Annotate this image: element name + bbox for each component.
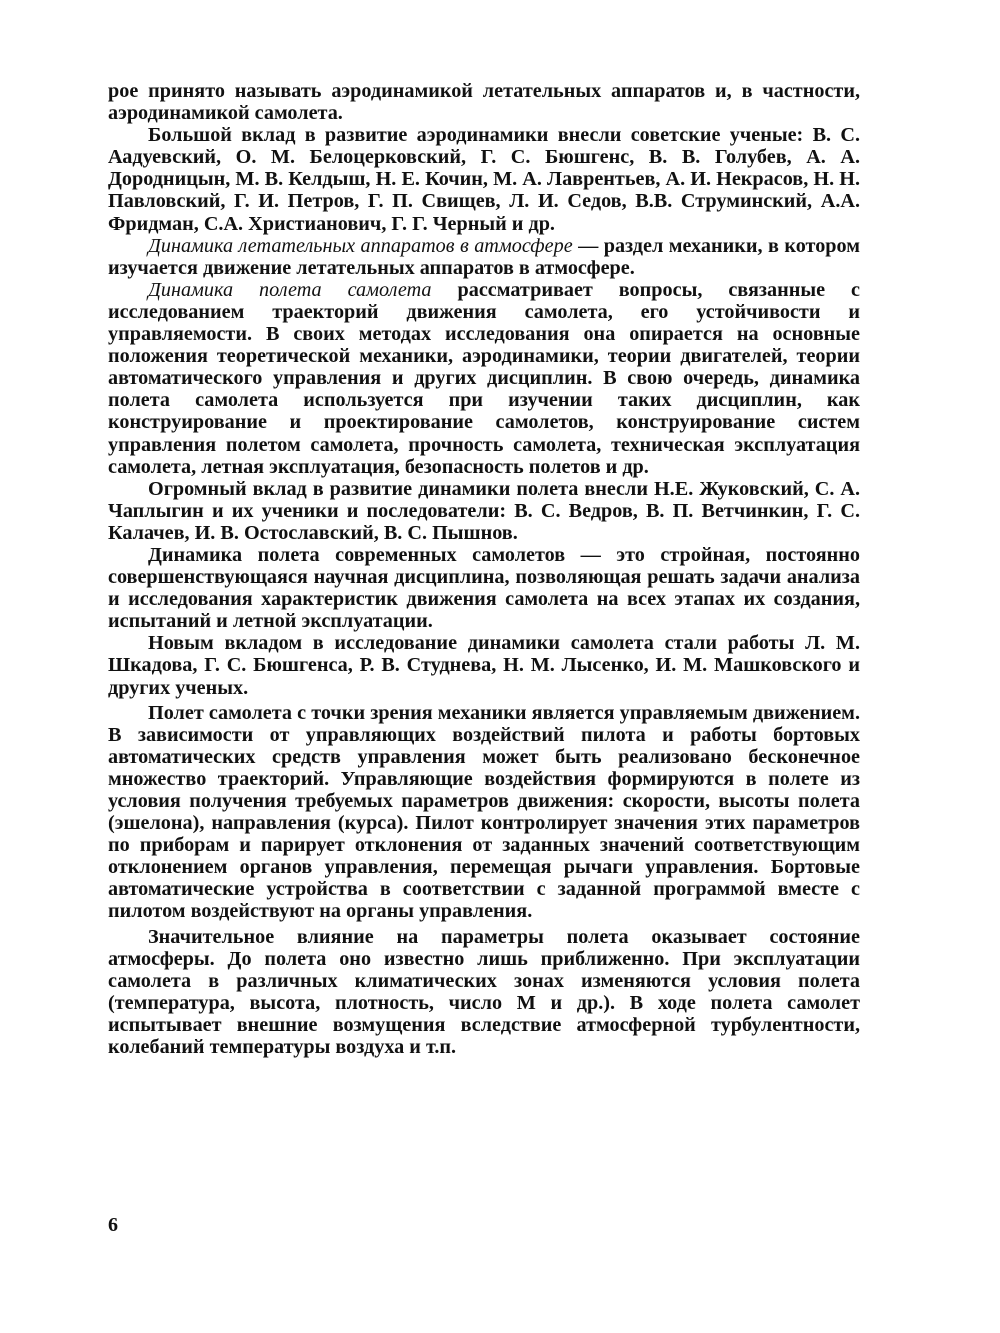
paragraph-atmosphere-influence: Значительное влияние на параметры полета оказывает состояние атмосферы. До полета оно известно лишь приближенно. При эксплуатации самолета в различных климатических зонах изменяются условия полета (температура, высота, плотность, число М и др.). В ходе полета самолет испытывает внешние возмущения вследствие атмосферной турбулентности, колебаний температуры воздуха и т.п.	[108, 925, 860, 1059]
term-flight-dynamics: Динамика полета самолета	[148, 278, 432, 301]
paragraph-modern-discipline: Динамика полета современных самолетов — это стройная, постоянно совершенствующаяся научная дисциплина, позволяющая решать задачи анализа и исследования характеристик движения самолета на всех этапах их создания, испытаний и летной эксплуатации.	[108, 543, 860, 633]
definition-flight-dynamics: рассматривает вопросы, связанные с исследованием траекторий движения самолета, его устойчивости и управляемости. В своих методах исследования она опирается на основные положения теоретической механики, аэродинамики, теории двигателей, теории автоматического управления и других дисциплин. В свою очередь, динамика полета самолета используется при изучении таких дисциплин, как конструирование и проектирование самолетов, конструирование систем управления полетом самолета, прочность самолета, техническая эксплуатация самолета, летная эксплуатация, безопасность полетов и др.	[108, 278, 860, 478]
definition-atmosphere-dynamics: — раздел механики, в котором изучается движение летательных аппаратов в атмосфере.	[108, 234, 860, 279]
paragraph-atmosphere-dynamics	[108, 235, 860, 279]
paragraph-flight-dynamics-scientists: Огромный вклад в развитие динамики полета внесли Н.Е. Жуковский, С. А. Чаплыгин и их ученики и последователи: В. С. Ведров, В. П. Ветчинкин, Г. С. Калачев, И. В. Остославский, В. С. Пышнов.	[108, 477, 860, 544]
paragraph-controlled-motion: Полет самолета с точки зрения механики является управляемым движением. В зависимости от управляющих воздействий пилота и работы бортовых автоматических средств управления может быть реализовано бесконечное множество траекторий. Управляющие воздействия формируются в полете из условия получения требуемых параметров движения: скорости, высоты полета (эшелона), направления (курса). Пилот контролирует значения этих параметров по приборам и парирует отклонения от заданных значений соответствующим отклонением органов управления, перемещая рычаги управления. Бортовые автоматические устройства в соответствии с заданной программой вместе с пилотом воздействуют на органы управления.	[108, 701, 860, 923]
paragraph-aerodynamics-scientists: Большой вклад в развитие аэродинамики внесли советские ученые: В. С. Аадуевский, О. М. Белоцерковский, Г. С. Бюшгенс, В. В. Голубев, А. А. Дородницын, М. В. Келдыш, Н. Е. Кочин, М. А. Лаврентьев, А. И. Некрасов, Н. Н. Павловский, Г. И. Петров, Г. П. Свищев, Л. И. Седов, В.В. Струминский, А.А. Фридман, С.А. Христианович, Г. Г. Черный и др.	[108, 124, 860, 235]
page-body	[108, 80, 860, 1058]
paragraph-flight-dynamics	[108, 279, 860, 478]
page-number: 6	[108, 1214, 118, 1236]
term-atmosphere-dynamics: Динамика летательных аппаратов в атмосфере	[148, 234, 573, 257]
paragraph-continuation: рое принято называть аэродинамикой летательных аппаратов и, в частности, аэродинамикой самолета.	[108, 80, 860, 125]
paragraph-new-contributions: Новым вкладом в исследование динамики самолета стали работы Л. М. Шкадова, Г. С. Бюшгенса, Р. В. Студнева, Н. М. Лысенко, И. М. Машковского и других ученых.	[108, 632, 860, 699]
